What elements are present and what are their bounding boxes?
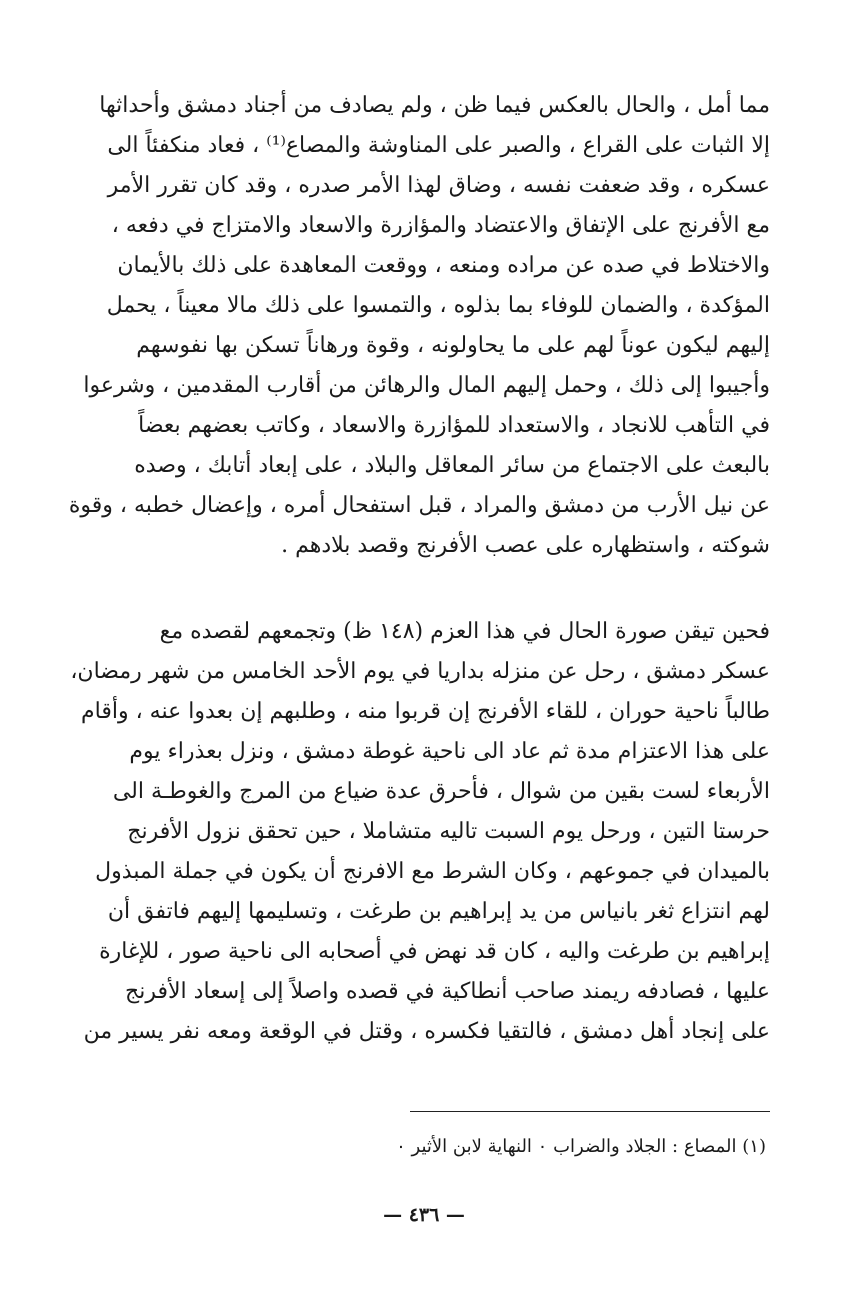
text-line: عليها ، فصادفه ريمند صاحب أنطاكية في قصده واصلاً إلى إسعاد الأفرنج <box>125 979 770 1004</box>
footnote: (١) المصاع : الجلاد والضراب ٠ النهاية لابن الأثير ٠ <box>396 1136 766 1157</box>
text-line: إليهم ليكون عوناً لهم على ما يحاولونه ، وقوة ورهاناً تسكن بها نفوسهم <box>136 333 770 358</box>
text-line: عسكره ، وقد ضعفت نفسه ، وضاق لهذا الأمر صدره ، وقد كان تقرر الأمر <box>107 173 770 198</box>
text-line: المؤكدة ، والضمان للوفاء بما بذلوه ، والتمسوا على ذلك مالا معيناً ، يحمل <box>106 293 770 318</box>
text-line: فحين تيقن صورة الحال في هذا العزم (١٤٨ ظ) وتجمعهم لقصده مع <box>159 619 770 644</box>
text-line: في التأهب للانجاد ، والاستعداد للمؤازرة والاسعاد ، وكاتب بعضهم بعضاً <box>138 413 770 438</box>
text-line: مما أمل ، والحال بالعكس فيما ظن ، ولم يصادف من أجناد دمشق وأحداثها <box>99 93 770 118</box>
text-line: بالبعث على الاجتماع من سائر المعاقل والبلاد ، على إبعاد أتابك ، وصده <box>134 453 770 478</box>
text-line: والاختلاط في صده عن مراده ومنعه ، ووقعت المعاهدة على ذلك بالأيمان <box>117 253 770 278</box>
text-line: عسكر دمشق ، رحل عن منزله بداريا في يوم الأحد الخامس من شهر رمضان، <box>70 659 770 684</box>
text-line: حرستا التين ، ورحل يوم السبت تاليه متشاملا ، حين تحقق نزول الأفرنج <box>127 819 770 844</box>
text-line: إبراهيم بن طرغت واليه ، كان قد نهض في أصحابه الى ناحية صور ، للإغارة <box>99 939 770 964</box>
page-number: — ٤٣٦ — <box>383 1204 465 1226</box>
text-line: على هذا الاعتزام مدة ثم عاد الى ناحية غوطة دمشق ، ونزل بعذراء يوم <box>129 739 770 764</box>
text-line: على إنجاد أهل دمشق ، فالتقيا فكسره ، وقتل في الوقعة ومعه نفر يسير من <box>83 1019 770 1044</box>
text-line: الأربعاء لست بقين من شوال ، فأحرق عدة ضياع من المرج والغوطـة الى <box>112 779 770 804</box>
text-line: عن نيل الأرب من دمشق والمراد ، قبل استفحال أمره ، وإعضال خطبه ، وقوة <box>68 493 770 518</box>
text-line: طالباً ناحية حوران ، للقاء الأفرنج إن قربوا منه ، وطلبهم إن بعدوا عنه ، وأقام <box>81 699 770 724</box>
paragraph-2 <box>62 612 770 1052</box>
text-line: شوكته ، واستظهاره على عصب الأفرنج وقصد بلادهم . <box>281 533 770 558</box>
text-line: بالميدان في جموعهم ، وكان الشرط مع الافرنج أن يكون في جملة المبذول <box>95 859 770 884</box>
text-line: إلا الثبات على القراع ، والصبر على المناوشة والمصاع⁽¹⁾ ، فعاد منكفئاً الى <box>107 133 770 158</box>
text-line: لهم انتزاع ثغر بانياس من يد إبراهيم بن طرغت ، وتسليمها إليهم فاتفق أن <box>107 899 770 924</box>
text-line: وأجيبوا إلى ذلك ، وحمل إليهم المال والرهائن من أقارب المقدمين ، وشرعوا <box>83 373 770 398</box>
footnote-divider <box>410 1111 770 1112</box>
text-line: مع الأفرنج على الإتفاق والاعتضاد والمؤازرة والاسعاد والامتزاج في دفعه ، <box>111 213 770 238</box>
paragraph-1 <box>62 86 770 566</box>
